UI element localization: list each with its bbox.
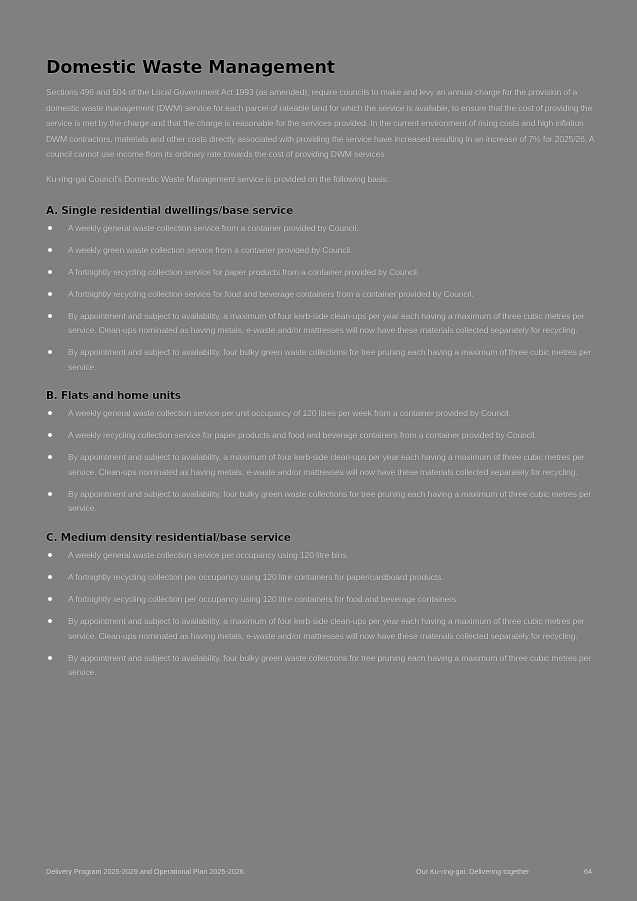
list-item — [46, 243, 594, 258]
list-item — [46, 309, 594, 338]
list-item-text: By appointment and subject to availability, four bulky green waste collections for tree pruning each having a maximum of three cubic metres per service. — [68, 347, 591, 372]
list-item — [46, 450, 594, 479]
list-item-text: A weekly general waste collection service per occupancy using 120 litre bins. — [68, 550, 349, 560]
bullet-icon — [48, 350, 52, 354]
list-item-text: By appointment and subject to availability, a maximum of four kerb-side clean-ups per year each having a maximum of three cubic metres per service. Clean-ups nominated as having metals, e-waste and/or mattresses will now have these materials collected separately for recycling. — [68, 615, 585, 641]
list-item — [46, 345, 594, 374]
list-item-text: A weekly green waste collection service from a container provided by Council. — [68, 244, 353, 255]
list-item — [46, 592, 594, 607]
list-item-text: A weekly general waste collection service from a container provided by Council. — [68, 222, 359, 233]
list-item-text: A weekly general waste collection service per unit occupancy of 120 litres per week from a container provided by Council. — [68, 408, 511, 419]
page-title: Domestic Waste Management — [46, 58, 335, 78]
bullet-icon — [48, 433, 52, 437]
list-item-text: By appointment and subject to availability, a maximum of four kerb-side clean-ups per year each having a maximum of three cubic metres per service. Clean-ups nominated as having metals, e-waste and/or mattresses will now have these materials collected separately for recycling. — [68, 310, 585, 336]
bullet-icon — [48, 553, 52, 557]
list-item-text: By appointment and subject to availability, a maximum of four kerb-side clean-ups per year each having a maximum of three cubic metres per service. Clean-ups nominated as having metals, e-waste and/or mattresses will now have these materials collected separately for recycling. — [68, 452, 585, 477]
list-item-text: A weekly recycling collection service for paper products and food and beverage containers from a container provided by Council. — [68, 430, 537, 441]
section-heading-c: C. Medium density residential/base service — [46, 532, 291, 544]
section-b-list — [46, 406, 594, 516]
bullet-icon — [48, 314, 52, 318]
footer-tagline: Our Ku-ring-gai: Delivering together — [416, 867, 530, 876]
list-item — [46, 428, 594, 443]
list-item-text: A fortnightly recycling collection per occupancy using 120 litre containers for paper/cardboard products. — [68, 571, 444, 582]
bullet-icon — [48, 575, 52, 579]
list-item-text: A fortnightly recycling collection service for paper products from a container provided by Council. — [68, 266, 420, 277]
bullet-icon — [48, 492, 52, 496]
bullet-icon — [48, 597, 52, 601]
bullet-icon — [48, 248, 52, 252]
list-item — [46, 487, 594, 516]
list-item — [46, 265, 594, 280]
section-c-list — [46, 548, 594, 680]
bullet-icon — [48, 226, 52, 230]
footer-document-title: Delivery Program 2025-2029 and Operational Plan 2025-2026 — [46, 867, 244, 876]
list-item — [46, 221, 594, 236]
section-heading-a: A. Single residential dwellings/base service — [46, 204, 293, 217]
list-item — [46, 406, 594, 421]
document-page — [46, 58, 594, 687]
list-item-text: By appointment and subject to availability, four bulky green waste collections for tree pruning each having a maximum of three cubic metres per service. — [68, 652, 591, 678]
list-item — [46, 287, 594, 302]
bullet-icon — [48, 292, 52, 296]
intro-paragraph: Sections 496 and 504 of the Local Government Act 1993 (as amended), require councils to make and levy an annual charge for the provision of a domestic waste management (DWM) service for each parcel of rateable land for which the service is available, to ensure that the cost of providing the service is met by the charge and that the charge is reasonable for the services provided. In the current environment of rising costs and high inflation DWM contractors, materials and other costs directly associated with providing the service have increased resulting in an increase of 7% for 2025/26. A council cannot use income from its ordinary rate towards the cost of providing DWM services. — [46, 87, 594, 160]
list-item-text: By appointment and subject to availability, four bulky green waste collections for tree pruning each having a maximum of three cubic metres per service. — [68, 488, 591, 514]
section-heading-b: B. Flats and home units — [46, 390, 181, 403]
list-item — [46, 570, 594, 585]
bullet-icon — [48, 455, 52, 459]
bullet-icon — [48, 656, 52, 660]
bullet-icon — [48, 619, 52, 623]
list-item-text: A fortnightly recycling collection service for food and beverage containers from a container provided by Council. — [68, 288, 474, 299]
list-item — [46, 548, 594, 563]
bullet-icon — [48, 270, 52, 274]
bullet-icon — [48, 411, 52, 415]
intro-paragraph: Ku-ring-gai Council's Domestic Waste Management service is provided on the following basis: — [46, 173, 390, 184]
page-number: 64 — [584, 867, 592, 876]
list-item-text: A fortnightly recycling collection per occupancy using 120 litre containers for food and beverage containers. — [68, 593, 459, 604]
section-a-list — [46, 221, 594, 375]
list-item — [46, 651, 594, 680]
list-item — [46, 614, 594, 643]
